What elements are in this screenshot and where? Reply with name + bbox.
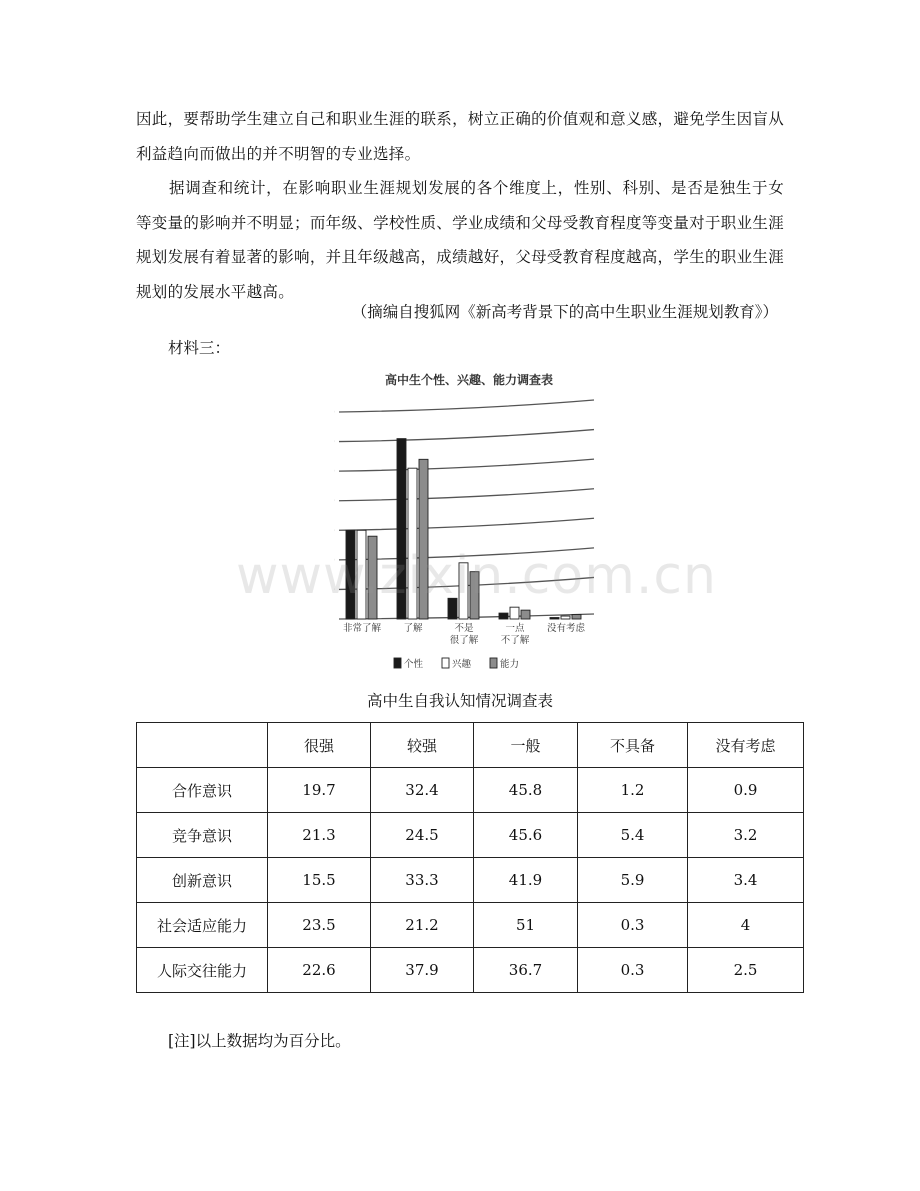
self-awareness-table xyxy=(136,722,804,993)
table-cell: 33.3 xyxy=(371,858,474,903)
table-cell: 1.2 xyxy=(578,768,688,813)
bar-兴趣 xyxy=(408,468,417,619)
table-header-cell: 较强 xyxy=(371,723,474,768)
table-cell: 21.3 xyxy=(268,813,371,858)
table-cell: 5.4 xyxy=(578,813,688,858)
y-tick-label xyxy=(334,526,335,536)
gridline xyxy=(339,459,594,471)
table-header-cell: 一般 xyxy=(474,723,578,768)
bar-个性 xyxy=(550,618,559,619)
table-cell: 45.6 xyxy=(474,813,578,858)
table-cell: 37.9 xyxy=(371,948,474,993)
table-row xyxy=(137,813,804,858)
bar-兴趣 xyxy=(459,563,468,619)
bar-个性 xyxy=(346,530,355,619)
source-citation: （摘编自搜狐网《新高考背景下的高中生职业生涯规划教育》） xyxy=(351,303,778,321)
legend-swatch xyxy=(442,658,449,668)
table-cell: 32.4 xyxy=(371,768,474,813)
bar-能力 xyxy=(572,615,581,619)
table-title: 高中生自我认知情况调查表 xyxy=(366,692,553,710)
bar-能力 xyxy=(368,536,377,619)
table-cell: 21.2 xyxy=(371,903,474,948)
table-cell: 23.5 xyxy=(268,903,371,948)
table-cell: 51 xyxy=(474,903,578,948)
x-tick-label: 非常了解 xyxy=(342,623,382,634)
table-row xyxy=(137,903,804,948)
table-cell: 3.2 xyxy=(688,813,804,858)
bar-chart-svg xyxy=(334,364,614,684)
table-cell: 0.3 xyxy=(578,948,688,993)
bar-能力 xyxy=(419,459,428,619)
x-tick-label: 不是 xyxy=(454,623,474,634)
table-cell: 22.6 xyxy=(268,948,371,993)
y-tick-label xyxy=(334,556,335,566)
bar-个性 xyxy=(448,598,457,619)
bar-能力 xyxy=(470,572,479,619)
table-row-label: 合作意识 xyxy=(137,768,268,813)
x-tick-label: 不了解 xyxy=(500,635,530,646)
table-row-label: 人际交往能力 xyxy=(137,948,268,993)
table-header-cell: 没有考虑 xyxy=(688,723,804,768)
table-cell: 19.7 xyxy=(268,768,371,813)
table-cell: 0.3 xyxy=(578,903,688,948)
x-tick-label: 很了解 xyxy=(449,635,479,646)
x-tick-label: 了解 xyxy=(403,623,423,634)
table-header-cell: 很强 xyxy=(268,723,371,768)
gridline xyxy=(339,430,594,442)
table-cell: 41.9 xyxy=(474,858,578,903)
bar-兴趣 xyxy=(357,530,366,619)
watermark: www.zixin.com.cn xyxy=(236,546,717,606)
gridline xyxy=(339,400,594,412)
table-cell: 36.7 xyxy=(474,948,578,993)
y-tick-label xyxy=(334,438,335,448)
bar-个性 xyxy=(397,439,406,619)
legend-label: 兴趣 xyxy=(452,659,472,670)
legend-swatch xyxy=(490,658,497,668)
legend-label: 能力 xyxy=(500,659,520,670)
y-tick-label xyxy=(334,467,335,477)
material-three-label: 材料三： xyxy=(168,339,231,357)
table-header-cell xyxy=(137,723,268,768)
table-row-label: 社会适应能力 xyxy=(137,903,268,948)
table-row xyxy=(137,768,804,813)
bar-chart xyxy=(334,364,614,684)
table-row-label: 创新意识 xyxy=(137,858,268,903)
gridline xyxy=(339,489,594,501)
x-tick-label: 一点 xyxy=(505,623,525,634)
table-cell: 3.4 xyxy=(688,858,804,903)
bar-个性 xyxy=(499,613,508,619)
table-cell: 15.5 xyxy=(268,858,371,903)
bar-能力 xyxy=(521,610,530,619)
gridline xyxy=(339,518,594,530)
note: [注]以上数据均为百分比。 xyxy=(168,1032,351,1050)
paragraph-2: 据调查和统计，在影响职业生涯规划发展的各个维度上，性别、科别、是否是独生于女等变量的影响并不明显；而年级、学校性质、学业成绩和父母受教育程度等变量对于职业生涯规划发展有着显著的影响，并且年级越高，成绩越好，父母受教育程度越高，学生的职业生涯规划的发展水平越高。 xyxy=(136,179,784,301)
y-tick-label xyxy=(334,497,335,507)
paragraph-1: 因此，要帮助学生建立自己和职业生涯的联系，树立正确的价值观和意义感，避免学生因盲从利益趋向而做出的并不明智的专业选择。 xyxy=(136,110,784,163)
y-tick-label xyxy=(334,585,335,595)
x-tick-label: 没有考虑 xyxy=(546,623,586,634)
table-row-label: 竞争意识 xyxy=(137,813,268,858)
table-header-row xyxy=(137,723,804,768)
table-cell: 2.5 xyxy=(688,948,804,993)
table-cell: 0.9 xyxy=(688,768,804,813)
chart-title: 高中生个性、兴趣、能力调查表 xyxy=(384,373,554,387)
legend-label: 个性 xyxy=(404,659,424,670)
bar-兴趣 xyxy=(561,616,570,619)
table-header-cell: 不具备 xyxy=(578,723,688,768)
y-tick-label xyxy=(334,408,335,418)
table-cell: 24.5 xyxy=(371,813,474,858)
table-row xyxy=(137,858,804,903)
legend-swatch xyxy=(394,658,401,668)
table-row xyxy=(137,948,804,993)
table-cell: 45.8 xyxy=(474,768,578,813)
bar-兴趣 xyxy=(510,607,519,619)
table-cell: 4 xyxy=(688,903,804,948)
table-cell: 5.9 xyxy=(578,858,688,903)
